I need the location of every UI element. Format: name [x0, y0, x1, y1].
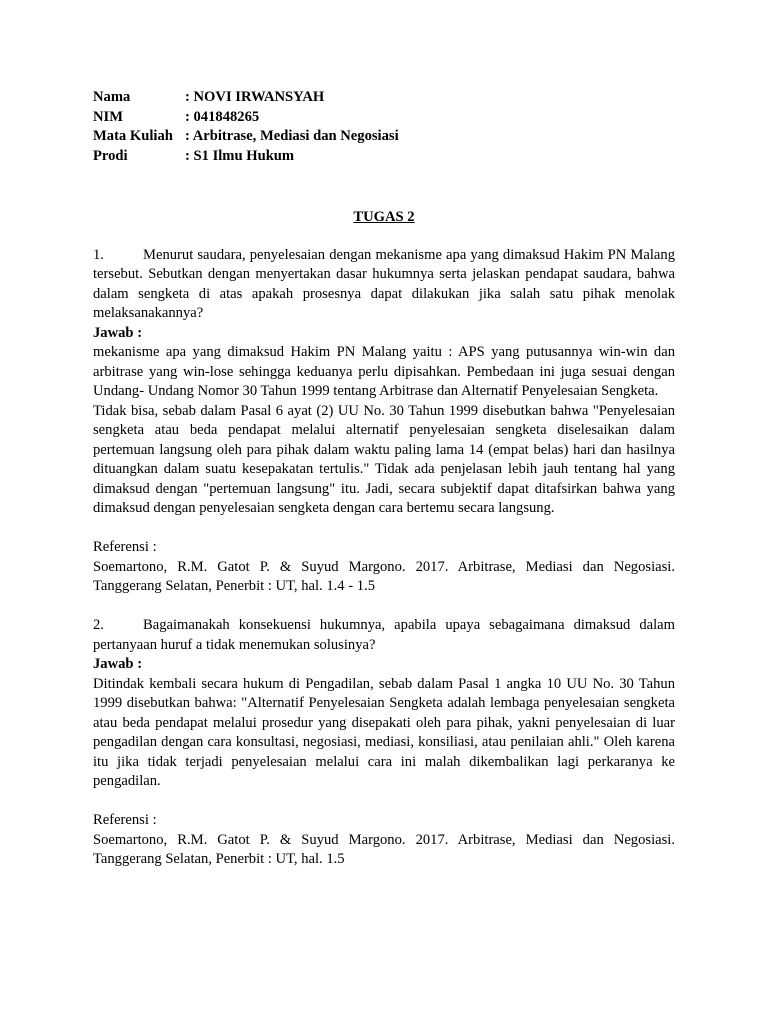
question-2-section [93, 616, 675, 870]
identity-value: : NOVI IRWANSYAH [185, 89, 325, 105]
identity-row-nim [93, 108, 399, 128]
identity-row-nama [93, 88, 399, 108]
answer-label: Jawab : [93, 656, 143, 672]
reference-text: Soemartono, R.M. Gatot P. & Suyud Margono. 2017. Arbitrase, Mediasi dan Negosiasi. Tanggerang Selatan, Penerbit : UT, hal. 1.5 [93, 831, 675, 867]
answer-label: Jawab : [93, 324, 143, 341]
question-1 [93, 246, 675, 324]
identity-label: Mata Kuliah [93, 128, 173, 144]
identity-value: : 041848265 [185, 108, 260, 125]
reference-text: Soemartono, R.M. Gatot P. & Suyud Margono. 2017. Arbitrase, Mediasi dan Negosiasi. Tanggerang Selatan, Penerbit : UT, hal. 1.4 - 1.5 [93, 558, 675, 594]
reference-label: Referensi : [93, 539, 157, 555]
document-body [93, 88, 675, 870]
spacer [93, 597, 675, 617]
identity-block [93, 88, 399, 166]
identity-row-mata-kuliah [93, 127, 399, 147]
answer-paragraph: mekanisme apa yang dimaksud Hakim PN Malang yaitu : APS yang putusannya win-win dan arbitrase yang win-lose sehingga keduanya perlu dipisahkan. Pembedaan ini juga sesuai dengan Undang- Undang Nomor 30 Tahun 1999 tentang Arbitrase dan Alternatif Penyelesaian Sengketa. [93, 344, 675, 399]
answer-paragraph: Ditindak kembali secara hukum di Pengadilan, sebab dalam Pasal 1 angka 10 UU No. 30 Tahun 1999 disebutkan bahwa: "Alternatif Penyelesaian Sengketa adalah lembaga penyelesaian sengketa atau beda pendapat melalui prosedur yang disepakati oleh para pihak, yakni penyelesaian di luar pengadilan dengan cara konsultasi, negosiasi, mediasi, konsiliasi, atau penilaian ahli." Oleh karena itu jika tidak terjadi penyelesaian melalui cara ini malah dikembalikan lagi perkaranya ke pengadilan. [93, 675, 675, 789]
reference-label: Referensi : [93, 812, 157, 828]
identity-label: Prodi [93, 147, 128, 164]
question-text: Menurut saudara, penyelesaian dengan mekanisme apa yang dimaksud Hakim PN Malang tersebut. Sebutkan dengan menyertakan dasar hukumnya serta jelaskan pendapat saudara, bahwa dalam sengketa di atas apakah prosesnya dapat dilakukan jika salah satu pihak menolak melaksanakannya? [93, 246, 675, 321]
spacer [93, 519, 675, 539]
question-number: 2. [93, 617, 104, 633]
identity-label: NIM [93, 108, 123, 125]
question-1-section [93, 246, 675, 597]
question-text: Bagaimanakah konsekuensi hukumnya, apabila upaya sebagaimana dimaksud dalam pertanyaan huruf a tidak menemukan solusinya? [93, 617, 675, 653]
answer-paragraph: Tidak bisa, sebab dalam Pasal 6 ayat (2) UU No. 30 Tahun 1999 disebutkan bahwa "Penyelesaian sengketa atau beda pendapat melalui alternatif penyelesaian sengketa diselesaikan dalam pertemuan langsung oleh para pihak dalam waktu paling lama 14 (empat belas) hari dan hasilnya dituangkan dalam suatu kesepakatan tertulis." Tidak ada penjelasan lebih jauh tentang hal yang dimaksud dengan "pertemuan langsung" itu. Jadi, secara subjektif dapat ditafsirkan bahwa yang dimaksud dengan penyelesaian sengketa dengan cara bertemu secara langsung. [93, 402, 675, 516]
spacer [93, 792, 675, 812]
document-title: TUGAS 2 [353, 209, 415, 225]
question-number: 1. [93, 246, 104, 263]
identity-label: Nama [93, 89, 131, 105]
identity-row-prodi [93, 147, 399, 167]
identity-value: : S1 Ilmu Hukum [185, 147, 295, 164]
identity-value: : Arbitrase, Mediasi dan Negosiasi [185, 128, 399, 144]
question-2 [93, 616, 675, 655]
